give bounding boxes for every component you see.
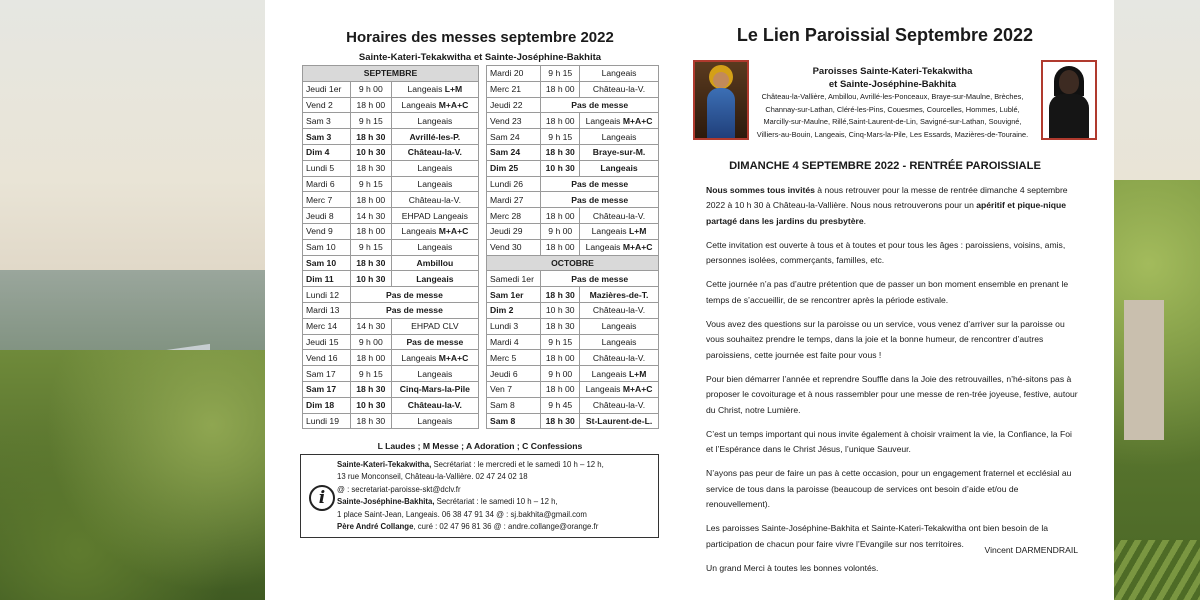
no-mass-label: Pas de messe bbox=[571, 99, 629, 110]
schedule-time: 9 h 15 bbox=[350, 366, 391, 382]
no-mass-label: Pas de messe bbox=[386, 305, 443, 316]
parish-line: Channay-sur-Lathan, Cléré-les-Pins, Couesmes, Courcelles, Hommes, Lublé, bbox=[765, 104, 1020, 114]
month-header: SEPTEMBRE bbox=[303, 66, 479, 82]
service-code: M+A+C bbox=[438, 352, 469, 363]
schedule-time: 18 h 00 bbox=[541, 113, 580, 129]
contact-line bbox=[337, 471, 655, 483]
schedule-day: Vend 16 bbox=[303, 350, 351, 366]
schedule-time: 9 h 00 bbox=[541, 366, 580, 382]
place-name: Château-la-V. bbox=[592, 352, 646, 363]
schedule-row bbox=[487, 129, 659, 145]
schedule-time: 14 h 30 bbox=[350, 208, 391, 224]
parish-line: Marcilly-sur-Maulne, Rillé,Saint-Laurent-de-Lin, Savigné-sur-Lathan, Souvigné, bbox=[763, 117, 1022, 127]
schedule-time: 18 h 00 bbox=[541, 208, 580, 224]
place-name: Château-la-V. bbox=[408, 194, 461, 205]
schedule-time: 18 h 30 bbox=[541, 287, 580, 303]
place-name: Langeais bbox=[401, 226, 437, 237]
schedule-day: Jeudi 8 bbox=[303, 208, 351, 224]
schedule-row bbox=[487, 176, 659, 192]
schedule-place bbox=[580, 318, 659, 334]
schedule-row bbox=[487, 192, 659, 208]
schedule-title: Horaires des messes septembre 2022 bbox=[346, 29, 614, 46]
schedule-place bbox=[391, 271, 478, 287]
schedule-time: 18 h 00 bbox=[350, 97, 391, 113]
schedule-day: Mardi 6 bbox=[303, 176, 351, 192]
schedule-time: 10 h 30 bbox=[541, 302, 580, 318]
schedule-day: Vend 9 bbox=[303, 223, 351, 239]
schedule-time: 18 h 00 bbox=[350, 350, 391, 366]
schedule-time: 9 h 15 bbox=[541, 66, 580, 82]
schedule-day: Mardi 20 bbox=[487, 66, 541, 82]
schedule-day: Vend 23 bbox=[487, 113, 541, 129]
schedule-place bbox=[580, 381, 659, 397]
bulletin-title: Le Lien Paroissial Septembre 2022 bbox=[736, 25, 1034, 45]
place-name: Ambillou bbox=[416, 257, 454, 268]
schedule-place bbox=[541, 97, 659, 113]
month-header: OCTOBRE bbox=[487, 255, 659, 271]
schedule-day: Jeudi 1er bbox=[303, 81, 351, 97]
place-name: Cinq-Mars-la-Pile bbox=[399, 384, 470, 395]
schedule-day: Dim 2 bbox=[487, 302, 541, 318]
schedule-time: 9 h 45 bbox=[541, 397, 580, 413]
schedule-row bbox=[487, 255, 659, 271]
schedule-time: 18 h 00 bbox=[541, 81, 580, 97]
schedule-row bbox=[487, 113, 659, 129]
schedule-day: Sam 8 bbox=[487, 397, 541, 413]
schedule-day: Merc 28 bbox=[487, 208, 541, 224]
schedule-place bbox=[580, 239, 659, 255]
schedule-day: Jeudi 15 bbox=[303, 334, 351, 350]
parish-line: Villiers-au-Bouin, Langeais, Cinq-Mars-la-Pile, Les Essards, Mazières-de-Touraine. bbox=[756, 129, 1029, 139]
schedule-time: 18 h 00 bbox=[541, 239, 580, 255]
schedule-day: Sam 10 bbox=[303, 255, 351, 271]
service-code: M+A+C bbox=[438, 226, 469, 237]
schedule-day: Sam 8 bbox=[487, 413, 541, 429]
schedule-row bbox=[487, 302, 659, 318]
schedule-place bbox=[391, 413, 478, 429]
schedule-table-left bbox=[302, 65, 479, 429]
schedule-day: Lundi 19 bbox=[303, 413, 351, 429]
schedule-place bbox=[391, 255, 478, 271]
schedule-place bbox=[350, 302, 478, 318]
schedule-day: Sam 3 bbox=[303, 129, 351, 145]
schedule-row bbox=[303, 255, 479, 271]
schedule-row bbox=[303, 397, 479, 413]
schedule-day: Sam 1er bbox=[487, 287, 541, 303]
article-paragraph: Un grand Merci à toutes les bonnes volontés. bbox=[706, 562, 879, 573]
schedule-row bbox=[303, 413, 479, 429]
article-body bbox=[706, 183, 1078, 585]
schedule-row bbox=[303, 160, 479, 176]
schedule-row bbox=[487, 334, 659, 350]
place-name: Château-la-V. bbox=[592, 400, 646, 411]
schedule-day: Dim 18 bbox=[303, 397, 351, 413]
schedule-place bbox=[580, 160, 659, 176]
article-paragraph: C’est un temps important qui nous invite également à choisir vraiment la vie, la Confiance, la Foi et l’Espérance dans le Christ Jésus, l’unique Sauveur. bbox=[706, 428, 1072, 455]
parishes-list bbox=[750, 91, 1035, 141]
contact-text: 1 place Saint-Jean, Langeais. 06 38 47 91 34 @ : sj.bakhita@gmail.com bbox=[337, 509, 587, 519]
info-icon: i bbox=[309, 485, 335, 511]
schedule-time: 18 h 00 bbox=[350, 223, 391, 239]
article-paragraph: Les paroisses Sainte-Joséphine-Bakhita et Sainte-Kateri-Tekakwitha ont bien besoin de la participation de chacun pour faire vivre l’Evangile sur nos territoires. bbox=[706, 523, 1049, 549]
schedule-row bbox=[303, 81, 479, 97]
schedule-place bbox=[391, 176, 478, 192]
schedule-place bbox=[580, 413, 659, 429]
schedule-table-right bbox=[486, 65, 659, 429]
schedule-day: Vend 30 bbox=[487, 239, 541, 255]
article-paragraph: Nous sommes tous invités à nous retrouver pour la messe de rentrée dimanche 4 septembre 2022 à 10 h 30 à Château-la-Vallière. Nous nous retrouverons pour un apéritif et pique-nique partagé dans les jardins du presbytère. bbox=[706, 185, 1068, 226]
place-name: Langeais bbox=[601, 336, 637, 347]
schedule-place bbox=[391, 239, 478, 255]
service-code: L+M bbox=[628, 368, 647, 379]
schedule-place bbox=[580, 302, 659, 318]
schedule-day: Sam 17 bbox=[303, 366, 351, 382]
schedule-time: 18 h 30 bbox=[541, 318, 580, 334]
schedule-place bbox=[580, 287, 659, 303]
schedule-row bbox=[487, 81, 659, 97]
schedule-place bbox=[391, 318, 478, 334]
schedule-time: 9 h 00 bbox=[350, 334, 391, 350]
place-name: Langeais bbox=[401, 352, 437, 363]
schedule-day: Jeudi 22 bbox=[487, 97, 541, 113]
contact-text: 13 rue Monconseil, Château-la-Vallière. 02 47 24 02 18 bbox=[337, 472, 528, 482]
place-name: Avrillé-les-P. bbox=[409, 131, 461, 142]
schedule-place bbox=[391, 397, 478, 413]
place-name: Langeais bbox=[417, 115, 453, 126]
contact-text: @ : secretariat-paroisse-skt@dclv.fr bbox=[337, 484, 461, 494]
article-paragraph: Cette journée n’a pas d’autre prétention que de passer un bon moment ensemble en prenant le temps de s’accueillir, de se rencontrer après la période estivale. bbox=[706, 279, 1069, 305]
service-code: M+A+C bbox=[622, 384, 653, 395]
schedule-place bbox=[580, 66, 659, 82]
place-name: Langeais bbox=[585, 115, 621, 126]
schedule-place bbox=[391, 113, 478, 129]
schedule-time: 9 h 00 bbox=[541, 223, 580, 239]
place-name: Langeais bbox=[417, 415, 453, 426]
service-code: M+A+C bbox=[438, 99, 469, 110]
schedule-place bbox=[391, 334, 478, 350]
schedule-row bbox=[303, 176, 479, 192]
schedule-place bbox=[391, 192, 478, 208]
no-mass-label: Pas de messe bbox=[571, 273, 629, 284]
schedule-day: Merc 7 bbox=[303, 192, 351, 208]
schedule-row bbox=[303, 144, 479, 160]
schedule-place bbox=[391, 160, 478, 176]
contact-line bbox=[337, 509, 655, 521]
schedule-time: 9 h 15 bbox=[350, 176, 391, 192]
schedule-day: Lundi 12 bbox=[303, 287, 351, 303]
schedule-time: 14 h 30 bbox=[350, 318, 391, 334]
schedule-place bbox=[580, 223, 659, 239]
schedule-row bbox=[303, 271, 479, 287]
place-name: Château-la-V. bbox=[407, 400, 462, 411]
schedule-day: Sam 24 bbox=[487, 129, 541, 145]
schedule-row bbox=[303, 318, 479, 334]
schedule-day: Mardi 27 bbox=[487, 192, 541, 208]
place-name: Château-la-V. bbox=[592, 84, 646, 95]
schedule-place bbox=[580, 397, 659, 413]
schedule-time: 10 h 30 bbox=[350, 271, 391, 287]
place-name: Langeais bbox=[585, 242, 621, 253]
no-mass-label: Pas de messe bbox=[406, 336, 464, 347]
contact-name: Sainte-Kateri-Tekakwitha, bbox=[337, 460, 432, 469]
schedule-time: 18 h 30 bbox=[350, 255, 391, 271]
schedule-place bbox=[580, 129, 659, 145]
schedule-day: Jeudi 6 bbox=[487, 366, 541, 382]
schedule-row bbox=[487, 381, 659, 397]
contact-text: Secrétariat : le mercredi et le samedi 10 h – 12 h, bbox=[431, 460, 604, 469]
schedule-row bbox=[303, 129, 479, 145]
schedule-place bbox=[580, 113, 659, 129]
place-name: Langeais bbox=[417, 178, 453, 189]
schedule-place bbox=[580, 350, 659, 366]
article-heading: DIMANCHE 4 SEPTEMBRE 2022 - RENTRÉE PAROISSIALE bbox=[729, 160, 1041, 172]
place-name: Langeais bbox=[417, 242, 453, 253]
schedule-row bbox=[487, 66, 659, 82]
schedule-time: 18 h 30 bbox=[350, 381, 391, 397]
schedule-time: 18 h 30 bbox=[541, 144, 580, 160]
schedule-row bbox=[487, 366, 659, 382]
place-name: Langeais bbox=[601, 321, 637, 332]
service-code: L+M bbox=[444, 84, 463, 95]
signature: Vincent DARMENDRAIL bbox=[984, 545, 1078, 555]
schedule-row bbox=[303, 208, 479, 224]
schedule-place bbox=[391, 208, 478, 224]
schedule-row bbox=[487, 397, 659, 413]
schedule-row bbox=[487, 271, 659, 287]
schedule-legend: L Laudes ; M Messe ; A Adoration ; C Confessions bbox=[377, 441, 583, 451]
schedule-day: Merc 5 bbox=[487, 350, 541, 366]
schedule-time: 18 h 30 bbox=[541, 413, 580, 429]
schedule-row bbox=[303, 381, 479, 397]
contact-line bbox=[337, 459, 655, 471]
place-name: EHPAD Langeais bbox=[401, 210, 468, 221]
schedule-time: 9 h 15 bbox=[541, 129, 580, 145]
schedule-day: Mardi 4 bbox=[487, 334, 541, 350]
schedule-time: 18 h 30 bbox=[350, 129, 391, 145]
schedule-row bbox=[303, 302, 479, 318]
schedule-row bbox=[487, 208, 659, 224]
schedule-place bbox=[541, 192, 659, 208]
schedule-row bbox=[303, 223, 479, 239]
schedule-day: Lundi 5 bbox=[303, 160, 351, 176]
place-name: Langeais bbox=[401, 99, 437, 110]
place-name: Langeais bbox=[601, 68, 637, 79]
schedule-row bbox=[487, 160, 659, 176]
schedule-day: Ven 7 bbox=[487, 381, 541, 397]
place-name: Langeais bbox=[417, 163, 453, 174]
schedule-time: 18 h 00 bbox=[541, 350, 580, 366]
schedule-row bbox=[487, 144, 659, 160]
schedule-day: Sam 24 bbox=[487, 144, 541, 160]
schedule-row bbox=[487, 239, 659, 255]
contact-text: , curé : 02 47 96 81 36 @ : andre.collange@orange.fr bbox=[413, 522, 599, 532]
schedule-row bbox=[303, 239, 479, 255]
schedule-place bbox=[391, 129, 478, 145]
schedule-place bbox=[580, 81, 659, 97]
schedule-day: Sam 17 bbox=[303, 381, 351, 397]
schedule-place bbox=[391, 81, 478, 97]
place-name: Mazières-de-T. bbox=[589, 289, 649, 300]
schedule-row bbox=[487, 318, 659, 334]
schedule-place bbox=[391, 223, 478, 239]
schedule-place bbox=[580, 144, 659, 160]
schedule-time: 9 h 00 bbox=[350, 81, 391, 97]
schedule-day: Sam 3 bbox=[303, 113, 351, 129]
contact-line bbox=[337, 496, 655, 508]
schedule-place bbox=[541, 176, 659, 192]
contact-name: Sainte-Joséphine-Bakhita, bbox=[337, 497, 435, 507]
schedule-time: 18 h 00 bbox=[350, 192, 391, 208]
schedule-row bbox=[303, 113, 479, 129]
schedule-row bbox=[303, 366, 479, 382]
schedule-day: Samedi 1er bbox=[487, 271, 541, 287]
place-name: Langeais bbox=[416, 273, 454, 284]
schedule-subtitle: Sainte-Kateri-Tekakwitha et Sainte-Joséphine-Bakhita bbox=[358, 52, 602, 63]
contact-lines bbox=[337, 459, 655, 533]
schedule-row bbox=[303, 66, 479, 82]
schedule-row bbox=[487, 223, 659, 239]
schedule-day: Dim 4 bbox=[303, 144, 351, 160]
parishes-title: Paroisses Sainte-Kateri-Tekakwitha et Sainte-Joséphine-Bakhita bbox=[812, 66, 973, 90]
place-name: Langeais bbox=[591, 226, 627, 237]
contact-text: Secrétariat : le samedi 10 h – 12 h, bbox=[434, 497, 558, 507]
schedule-day: Merc 21 bbox=[487, 81, 541, 97]
schedule-row bbox=[303, 350, 479, 366]
schedule-time: 10 h 30 bbox=[350, 397, 391, 413]
schedule-row bbox=[303, 97, 479, 113]
schedule-place bbox=[391, 97, 478, 113]
schedule-place bbox=[580, 208, 659, 224]
schedule-time: 9 h 15 bbox=[541, 334, 580, 350]
saint-josephine-portrait bbox=[1041, 60, 1097, 140]
saint-kateri-icon bbox=[693, 60, 749, 140]
service-code: M+A+C bbox=[622, 115, 653, 126]
schedule-time: 9 h 15 bbox=[350, 239, 391, 255]
schedule-time: 10 h 30 bbox=[350, 144, 391, 160]
schedule-time: 9 h 15 bbox=[350, 113, 391, 129]
place-name: Château-la-V. bbox=[592, 305, 646, 316]
place-name: Langeais bbox=[601, 131, 637, 142]
contact-line bbox=[337, 521, 655, 533]
schedule-day: Jeudi 29 bbox=[487, 223, 541, 239]
schedule-row bbox=[303, 287, 479, 303]
schedule-day: Dim 11 bbox=[303, 271, 351, 287]
no-mass-label: Pas de messe bbox=[571, 178, 629, 189]
no-mass-label: Pas de messe bbox=[571, 194, 629, 205]
place-name: Château-la-V. bbox=[592, 210, 646, 221]
schedule-time: 18 h 30 bbox=[350, 160, 391, 176]
landscape-photo-right bbox=[1114, 0, 1200, 600]
article-paragraph: N’ayons pas peur de faire un pas à cette occasion, pour un engagement fraternel et ecclésial au service de tous dans la paroisse (beaucoup de services ont besoin d’aide et/ou de renouvellement). bbox=[706, 468, 1072, 510]
schedule-place bbox=[580, 366, 659, 382]
article-paragraph: Vous avez des questions sur la paroisse ou un service, vous venez d’arriver sur la paroisse ou vous souhaitez prendre le temps, dans la joie et la bonne humeur, de rencontrer d’autres paroissiens, cette journée est faite pour vous ! bbox=[706, 319, 1065, 360]
article-paragraph: Pour bien démarrer l’année et reprendre Souffle dans la Joie des retrouvailles, n’hé-sitons pas à proposer le covoiturage et à nous rassembler pour une messe de ren-trée joyeuse, festive, autour du Christ, notre Lumière. bbox=[706, 373, 1078, 415]
landscape-photo-left bbox=[0, 0, 265, 600]
schedule-day: Dim 25 bbox=[487, 160, 541, 176]
contact-line bbox=[337, 484, 655, 496]
schedule-row bbox=[487, 413, 659, 429]
schedule-place bbox=[391, 350, 478, 366]
schedule-row bbox=[303, 192, 479, 208]
service-code: L+M bbox=[628, 226, 647, 237]
contact-name: Père André Collange bbox=[337, 522, 414, 532]
schedule-time: 10 h 30 bbox=[541, 160, 580, 176]
place-name: St-Laurent-de-L. bbox=[585, 415, 653, 426]
place-name: Langeais bbox=[417, 368, 453, 379]
schedule-day: Mardi 13 bbox=[303, 302, 351, 318]
no-mass-label: Pas de messe bbox=[386, 289, 443, 300]
schedule-day: Lundi 3 bbox=[487, 318, 541, 334]
schedule-day: Lundi 26 bbox=[487, 176, 541, 192]
schedule-place bbox=[541, 271, 659, 287]
parish-line: Château-la-Vallière, Ambillou, Avrillé-les-Ponceaux, Braye-sur-Maulne, Brèches, bbox=[761, 92, 1024, 101]
schedule-place bbox=[580, 334, 659, 350]
place-name: EHPAD CLV bbox=[411, 321, 459, 332]
place-name: Langeais bbox=[585, 384, 621, 395]
schedule-place bbox=[350, 287, 478, 303]
schedule-row bbox=[487, 287, 659, 303]
place-name: Langeais bbox=[600, 163, 638, 174]
place-name: Langeais bbox=[591, 368, 627, 379]
place-name: Braye-sur-M. bbox=[592, 147, 646, 158]
schedule-place bbox=[391, 381, 478, 397]
schedule-row bbox=[487, 350, 659, 366]
schedule-place bbox=[391, 144, 478, 160]
schedule-place bbox=[391, 366, 478, 382]
schedule-day: Vend 2 bbox=[303, 97, 351, 113]
schedule-time: 18 h 30 bbox=[350, 413, 391, 429]
schedule-day: Sam 10 bbox=[303, 239, 351, 255]
service-code: M+A+C bbox=[622, 242, 653, 253]
schedule-time: 18 h 00 bbox=[541, 381, 580, 397]
schedule-day: Merc 14 bbox=[303, 318, 351, 334]
schedule-row bbox=[487, 97, 659, 113]
contact-box bbox=[300, 454, 659, 538]
schedule-row bbox=[303, 334, 479, 350]
article-paragraph: Cette invitation est ouverte à tous et à toutes et pour tous les âges : paroissiens, voisins, amis, personnes isolées, commerçants, familles, etc. bbox=[706, 239, 1066, 266]
place-name: Château-la-V. bbox=[407, 147, 462, 158]
place-name: Langeais bbox=[407, 84, 443, 95]
